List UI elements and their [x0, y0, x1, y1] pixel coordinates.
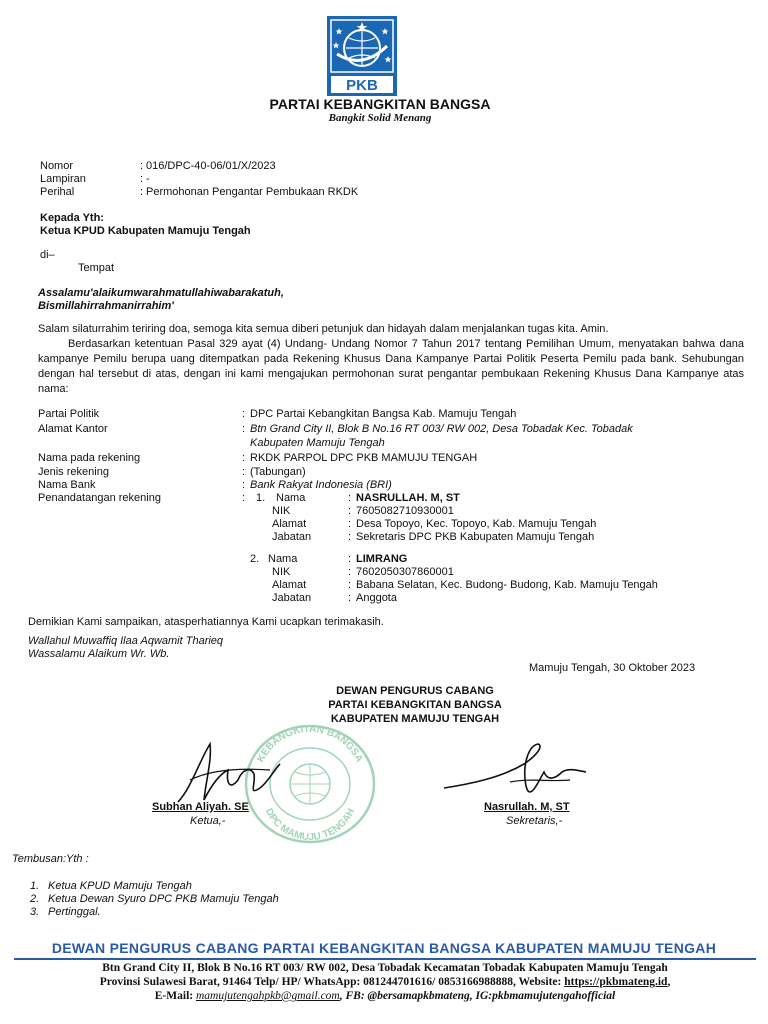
footer-email-link[interactable]: mamujutengahpkb@gmail.com	[195, 990, 340, 1002]
pkb-logo	[327, 16, 397, 96]
nomor-label: Nomor	[40, 160, 74, 172]
signer-1-nik-label: NIK	[272, 505, 291, 517]
signer-2-nik-colon: :	[348, 566, 352, 578]
signer-1-alamat-label: Alamat	[272, 518, 307, 530]
perihal-value: Permohonan Pengantar Pembukaan RKDK	[146, 186, 359, 198]
nama-bank-label: Nama Bank	[38, 479, 96, 491]
dpc-line-1: DEWAN PENGURUS CABANG	[336, 685, 494, 697]
sekretaris-title: Sekretaris,-	[506, 815, 563, 827]
signer-2-jabatan-colon: :	[348, 592, 352, 604]
greeting-salam: Assalamu'alaikumwarahmatullahiwabarakatuh,	[38, 287, 284, 299]
greeting-bismillah: Bismillahirrahmanirrahim'	[38, 300, 174, 312]
sekretaris-signature	[440, 742, 590, 808]
signer-1-jabatan-label: Jabatan	[272, 531, 312, 543]
signer-2-jabatan: Anggota	[356, 592, 397, 604]
stamp-top-text: KEBANGKITAN BANGSA	[255, 723, 365, 765]
nama-bank-value: Bank Rakyat Indonesia (BRI)	[250, 479, 392, 491]
signer-1-nama-label: Nama	[276, 492, 306, 504]
recipient-di: di–	[40, 249, 55, 261]
logo-text: PKB	[346, 77, 378, 94]
body-paragraph-2: Berdasarkan ketentuan Pasal 329 ayat (4) Undang- Undang Nomor 7 Tahun 2017 tentang Pemilihan Umum, menyatakan bahwa dana kampanye Pemilu berupa uang ditempatkan pada Rekening Khusus Dana Kampanye Partai Politik Peserta Pemilu pada bank. Sehubungan dengan hal tersebut di atas, dengan ini kami mengajukan permohonan surat pengantar pembukaan Rekening Khusus Dana Kampanye atas nama:	[38, 338, 744, 395]
signer-2-alamat: Babana Selatan, Kec. Budong- Budong, Kab. Mamuju Tengah	[356, 579, 658, 591]
closing-wassalamu: Wassalamu Alaikum Wr. Wb.	[28, 648, 170, 660]
alamat-kantor-value-2: Kabupaten Mamuju Tengah	[250, 437, 385, 449]
signer-1-nama: NASRULLAH. M, ST	[356, 492, 460, 504]
signer-2-nama-label: Nama	[268, 553, 298, 565]
pkb-logo-icon	[327, 16, 397, 96]
nama-bank-colon: :	[242, 479, 246, 491]
sekretaris-name: Nasrullah. M, ST	[484, 801, 570, 813]
footer-address-3	[14, 990, 756, 1002]
nomor-value: 016/DPC-40-06/01/X/2023	[146, 160, 276, 172]
footer-email-label: E-Mail:	[154, 990, 196, 1002]
cc-item-2-num: 2.	[30, 893, 40, 905]
body-paragraph-1: Salam silaturrahim teriring doa, semoga kita semua diberi petunjuk dan hidayah dalam menjalankan tugas kita. Amin.	[38, 323, 609, 335]
nama-rekening-value: RKDK PARPOL DPC PKB MAMUJU TENGAH	[250, 452, 478, 464]
perihal-colon: :	[140, 186, 144, 198]
penandatangan-label: Penandatangan rekening	[38, 492, 161, 504]
ketua-signature	[170, 740, 290, 810]
jenis-rekening-label: Jenis rekening	[38, 466, 109, 478]
stamp-bottom-text: DPC MAMUJU TENGAH	[262, 806, 358, 844]
cc-item-3: Pertinggal.	[48, 906, 101, 918]
cc-item-1: Ketua KPUD Mamuju Tengah	[48, 880, 192, 892]
dpc-line-2: PARTAI KEBANGKITAN BANGSA	[328, 699, 502, 711]
partai-value: DPC Partai Kebangkitan Bangsa Kab. Mamuju Tengah	[250, 408, 517, 420]
signer-1-nama-colon: :	[348, 492, 352, 504]
signer-2-nik-label: NIK	[272, 566, 291, 578]
dpc-signature-block	[290, 684, 540, 726]
org-motto: Bangkit Solid Menang	[328, 112, 432, 124]
recipient-name: Ketua KPUD Kabupaten Mamuju Tengah	[40, 225, 251, 237]
signer-1-alamat: Desa Topoyo, Kec. Topoyo, Kab. Mamuju Tengah	[356, 518, 597, 530]
place-date: Mamuju Tengah, 30 Oktober 2023	[529, 662, 696, 674]
signer-2-alamat-label: Alamat	[272, 579, 307, 591]
perihal-label: Perihal	[40, 186, 75, 198]
footer-address-1: Btn Grand City II, Blok B No.16 RT 003/ RW 002, Desa Tobadak Kecamatan Tobadak Kabupaten Mamuju Tengah	[102, 962, 668, 974]
cc-title: Tembusan:Yth :	[12, 853, 89, 865]
closing-wallahul: Wallahul Muwaffiq Ilaa Aqwamit Tharieq	[28, 635, 224, 647]
alamat-kantor-colon: :	[242, 423, 246, 435]
recipient-greeting: Kepada Yth:	[40, 212, 104, 224]
penandatangan-colon: :	[242, 492, 246, 504]
footer-social: , FB: @bersamapkbmateng, IG:pkbmamujutengahofficial	[339, 990, 616, 1002]
signer-1-nik: 7605082710930001	[356, 505, 454, 517]
signer-1-jabatan: Sekretaris DPC PKB Kabupaten Mamuju Tengah	[356, 531, 595, 543]
signer-1-alamat-colon: :	[348, 518, 352, 530]
partai-label: Partai Politik	[38, 408, 100, 420]
footer-divider	[14, 958, 756, 960]
jenis-rekening-colon: :	[242, 466, 246, 478]
signer-2-jabatan-label: Jabatan	[272, 592, 312, 604]
closing-thanks: Demikian Kami sampaikan, atasperhatiannya Kami ucapkan terimakasih.	[28, 616, 384, 628]
lampiran-colon: :	[140, 173, 144, 185]
jenis-rekening-value: (Tabungan)	[250, 466, 306, 478]
ketua-name: Subhan Aliyah. SE	[152, 801, 249, 813]
recipient-tempat: Tempat	[78, 262, 115, 274]
signer-2-nik: 7602050307860001	[356, 566, 454, 578]
lampiran-label: Lampiran	[40, 173, 86, 185]
alamat-kantor-label: Alamat Kantor	[38, 423, 108, 435]
signer-2-nama-colon: :	[348, 553, 352, 565]
cc-item-1-num: 1.	[30, 880, 40, 892]
alamat-kantor-value: Btn Grand City II, Blok B No.16 RT 003/ RW 002, Desa Tobadak Kec. Tobadak	[250, 423, 633, 435]
signer-1-nik-colon: :	[348, 505, 352, 517]
signer-2-nama: LIMRANG	[356, 553, 408, 565]
ketua-title: Ketua,-	[190, 815, 226, 827]
lampiran-value: -	[146, 173, 150, 185]
footer-website-link[interactable]: https://pkbmateng.id	[564, 976, 668, 988]
cc-item-3-num: 3.	[30, 906, 40, 918]
partai-colon: :	[242, 408, 246, 420]
signer-1-num: 1.	[256, 492, 266, 504]
cc-item-2: Ketua Dewan Syuro DPC PKB Mamuju Tengah	[48, 893, 279, 905]
nama-rekening-label: Nama pada rekening	[38, 452, 141, 464]
signer-1-jabatan-colon: :	[348, 531, 352, 543]
footer-title: DEWAN PENGURUS CABANG PARTAI KEBANGKITAN BANGSA KABUPATEN MAMUJU TENGAH	[51, 940, 717, 956]
footer-comma: ,	[667, 976, 671, 988]
org-name: PARTAI KEBANGKITAN BANGSA	[269, 96, 491, 112]
footer-contact: Provinsi Sulawesi Barat, 91464 Telp/ HP/ WhatsApp: 081244701616/ 0853166988888, Website:	[99, 976, 565, 988]
svg-text:DPC MAMUJU TENGAH	[263, 807, 357, 843]
signer-2-num: 2.	[250, 553, 260, 565]
signer-2-alamat-colon: :	[348, 579, 352, 591]
nomor-colon: :	[140, 160, 144, 172]
footer-address-2	[14, 976, 756, 988]
dpc-line-3: KABUPATEN MAMUJU TENGAH	[330, 713, 500, 725]
nama-rekening-colon: :	[242, 452, 246, 464]
